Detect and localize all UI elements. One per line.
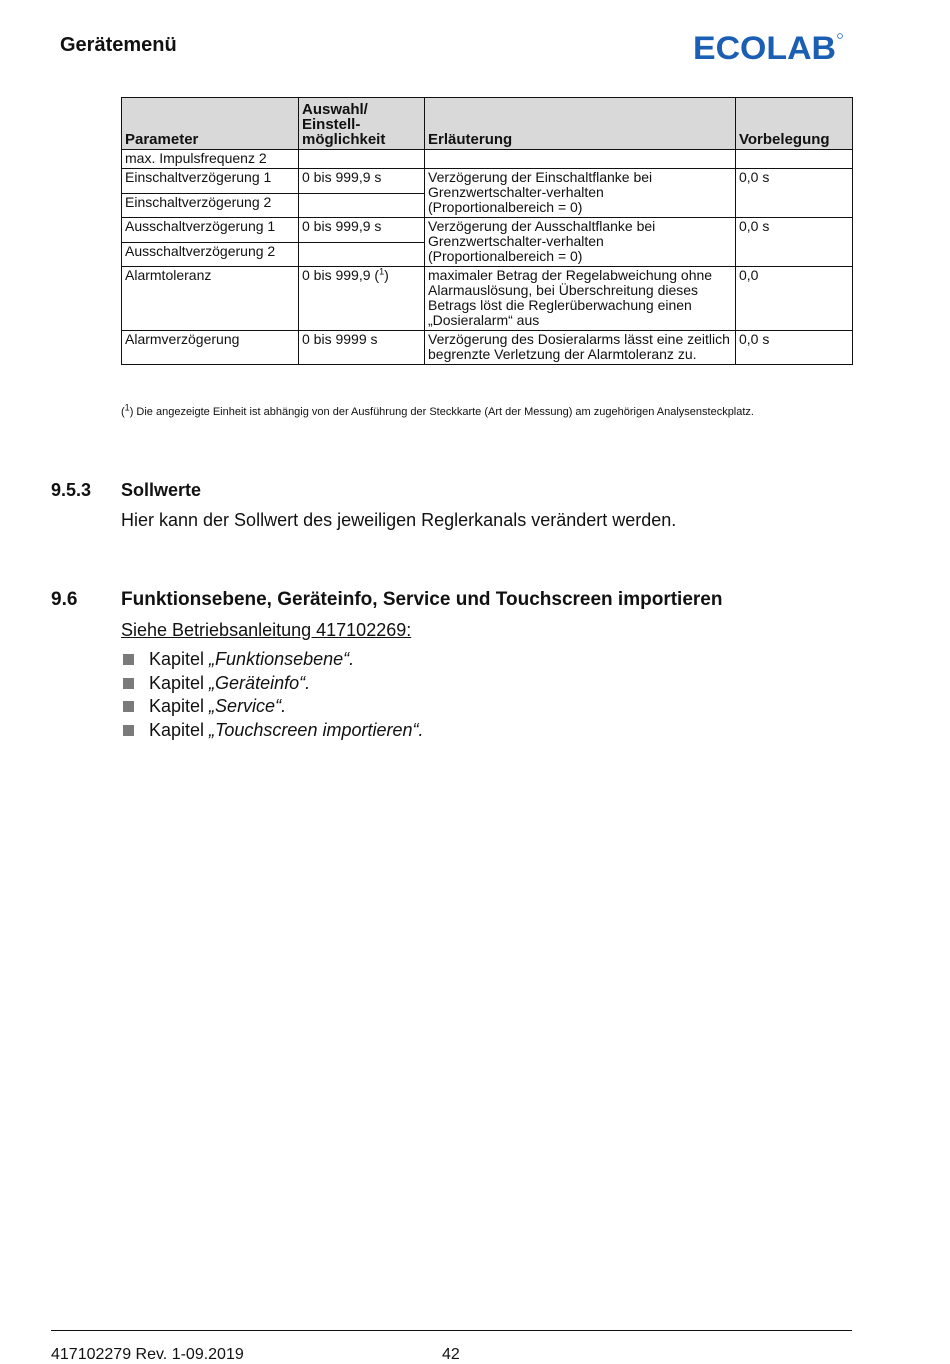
header-auswahl-line1: Auswahl/ bbox=[302, 101, 368, 118]
footer-document-number: 417102279 Rev. 1-09.2019 bbox=[51, 1346, 244, 1363]
table-footnote bbox=[121, 402, 754, 418]
cell-description: maximaler Betrag der Regelabweichung ohne Alarmauslösung, bei Überschreitung dieses Betrags löst die Reglerüberwachung einen „Dosieralarm“ aus bbox=[425, 267, 736, 331]
item-prefix: Kapitel bbox=[149, 696, 210, 716]
item-open-quote: „ bbox=[209, 672, 216, 693]
item-prefix: Kapitel bbox=[149, 719, 210, 740]
cell-default: 0,0 s bbox=[736, 169, 853, 218]
item-chapter-name: Geräteinfo bbox=[215, 672, 300, 693]
header-erlaeuterung: Erläuterung bbox=[425, 98, 736, 150]
cell-description: Verzögerung der Einschaltflanke bei Grenzwertschalter-verhalten (Proportionalbereich = 0) bbox=[425, 169, 736, 218]
cell-default bbox=[736, 150, 853, 169]
item-open-quote: „ bbox=[209, 719, 216, 740]
item-open-quote: „ bbox=[209, 649, 216, 669]
parameter-table bbox=[121, 97, 853, 365]
cell-range bbox=[299, 150, 425, 169]
range-text: 0 bis 999,9 ( bbox=[302, 267, 380, 283]
item-close-quote: “. bbox=[343, 649, 355, 669]
header-auswahl bbox=[299, 98, 425, 150]
page-header-title: Gerätemenü bbox=[60, 34, 177, 56]
svg-text:ECOLAB: ECOLAB bbox=[693, 30, 836, 64]
cell-default: 0,0 s bbox=[736, 218, 853, 267]
cell-parameter: Ausschaltverzögerung 1 bbox=[122, 218, 299, 243]
cell-range: 0 bis 999,9 s bbox=[299, 218, 425, 243]
footer-divider bbox=[51, 1330, 852, 1331]
cell-range bbox=[299, 267, 425, 331]
footnote-text: ) Die angezeigte Einheit ist abhängig von der Ausführung der Steckkarte (Art der Messung) am zugehörigen Analysensteckplatz. bbox=[129, 406, 754, 418]
chapter-list bbox=[121, 648, 423, 742]
cell-default: 0,0 s bbox=[736, 331, 853, 365]
cell-range: 0 bis 999,9 s bbox=[299, 169, 425, 194]
item-close-quote: “. bbox=[412, 719, 424, 740]
table-row bbox=[122, 267, 853, 331]
section-title: Funktionsebene, Geräteinfo, Service und Touchscreen importieren bbox=[121, 589, 723, 610]
cell-range bbox=[299, 193, 425, 218]
list-item bbox=[121, 648, 423, 672]
list-item bbox=[121, 719, 423, 743]
cell-description bbox=[425, 150, 736, 169]
square-bullet-icon bbox=[123, 654, 134, 665]
item-prefix: Kapitel bbox=[149, 672, 210, 693]
footer-page-number: 42 bbox=[442, 1346, 460, 1363]
header-parameter: Parameter bbox=[122, 98, 299, 150]
item-prefix: Kapitel bbox=[149, 649, 210, 669]
item-chapter-name: Touchscreen importieren bbox=[215, 719, 413, 740]
section-body: Hier kann der Sollwert des jeweiligen Reglerkanals verändert werden. bbox=[121, 510, 677, 530]
section-number: 9.6 bbox=[51, 589, 78, 610]
cell-description: Verzögerung des Dosieralarms lässt eine zeitlich begrenzte Verletzung der Alarmtoleranz zu. bbox=[425, 331, 736, 365]
cell-parameter: max. Impulsfrequenz 2 bbox=[122, 150, 299, 169]
item-open-quote: „ bbox=[209, 696, 216, 716]
footnote-marker: 1 bbox=[124, 402, 130, 413]
square-bullet-icon bbox=[123, 678, 134, 689]
table-row bbox=[122, 218, 853, 243]
cell-parameter: Alarmtoleranz bbox=[122, 267, 299, 331]
list-item bbox=[121, 695, 423, 719]
cell-parameter: Alarmverzögerung bbox=[122, 331, 299, 365]
header-vorbelegung: Vorbelegung bbox=[736, 98, 853, 150]
square-bullet-icon bbox=[123, 725, 134, 736]
cell-parameter: Einschaltverzögerung 1 bbox=[122, 169, 299, 194]
range-text-end: ) bbox=[384, 267, 389, 283]
cell-parameter: Ausschaltverzögerung 2 bbox=[122, 242, 299, 267]
table-row bbox=[122, 331, 853, 365]
header-auswahl-line2: Einstell- bbox=[302, 116, 361, 133]
section-number: 9.5.3 bbox=[51, 480, 92, 500]
table-header-row bbox=[122, 98, 853, 150]
item-close-quote: “. bbox=[275, 696, 287, 716]
ecolab-logo-graphic bbox=[693, 30, 843, 64]
table-row bbox=[122, 169, 853, 194]
footnote-open: ( bbox=[121, 406, 125, 418]
square-bullet-icon bbox=[123, 701, 134, 712]
cell-description: Verzögerung der Ausschaltflanke bei Grenzwertschalter-verhalten (Proportionalbereich = 0) bbox=[425, 218, 736, 267]
footnote-marker: 1 bbox=[379, 266, 385, 277]
item-close-quote: “. bbox=[299, 672, 311, 693]
manual-reference-link[interactable]: Siehe Betriebsanleitung 417102269: bbox=[121, 620, 412, 640]
list-item bbox=[121, 672, 423, 696]
cell-default: 0,0 bbox=[736, 267, 853, 331]
ecolab-logo bbox=[693, 30, 843, 64]
item-chapter-name: Funktionsebene bbox=[215, 649, 344, 669]
section-title: Sollwerte bbox=[121, 480, 202, 500]
table-row bbox=[122, 150, 853, 169]
cell-range bbox=[299, 242, 425, 267]
header-auswahl-line3: möglichkeit bbox=[302, 131, 386, 148]
cell-parameter: Einschaltverzögerung 2 bbox=[122, 193, 299, 218]
cell-range: 0 bis 9999 s bbox=[299, 331, 425, 365]
item-chapter-name: Service bbox=[215, 696, 276, 716]
